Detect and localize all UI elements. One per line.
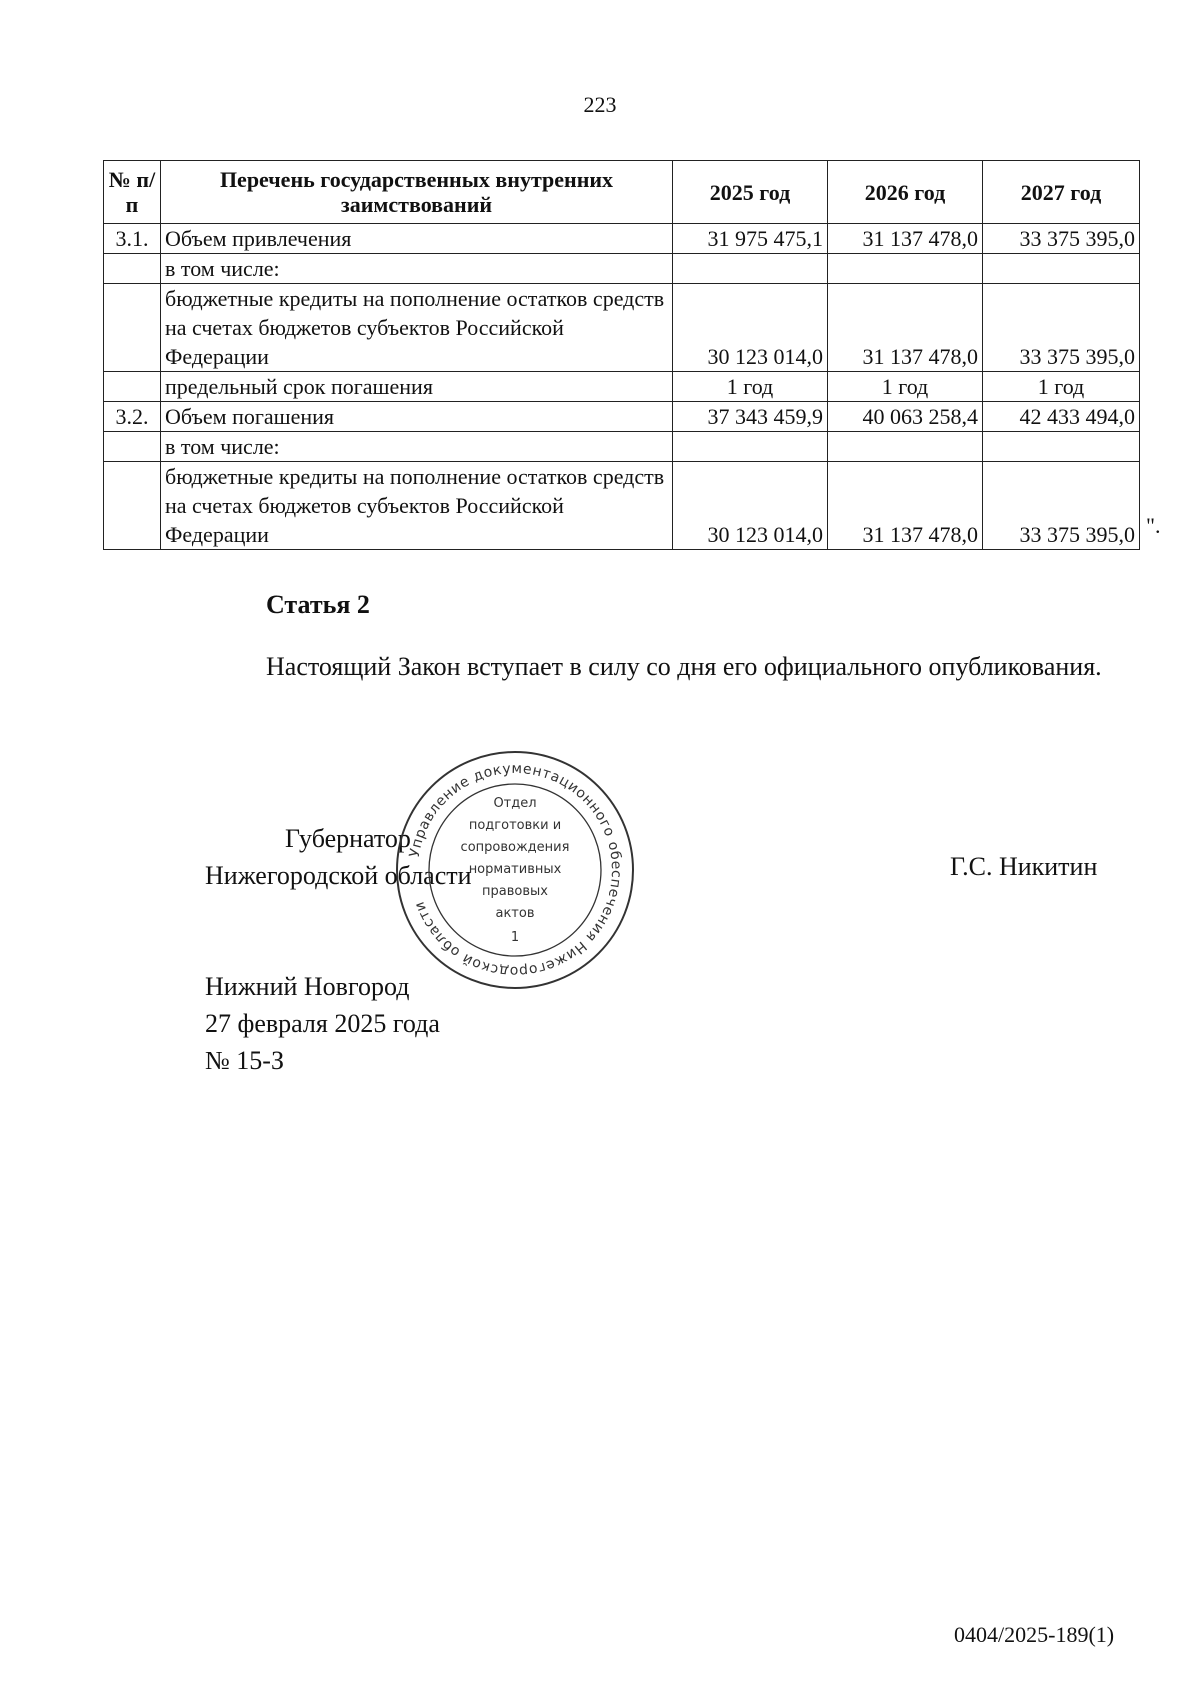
row-value-2027: 33 375 395,0	[983, 284, 1140, 372]
row-value-2025: 1 год	[673, 372, 828, 402]
article-text: Настоящий Закон вступает в силу со дня его официального опубликования.	[266, 652, 1102, 681]
row-value-2025	[673, 432, 828, 462]
header-num: № п/п	[104, 161, 161, 224]
row-value-2025: 31 975 475,1	[673, 224, 828, 254]
row-num	[104, 462, 161, 550]
row-value-2027: 1 год	[983, 372, 1140, 402]
document-code: 0404/2025-189(1)	[954, 1622, 1115, 1647]
row-value-2027: 33 375 395,0	[983, 224, 1140, 254]
signatory-name: Г.С. Никитин	[950, 852, 1098, 881]
table-row	[104, 432, 1140, 462]
official-stamp	[390, 745, 640, 995]
row-num: 3.2.	[104, 402, 161, 432]
borrowings-table	[103, 160, 1140, 550]
row-value-2026: 31 137 478,0	[828, 462, 983, 550]
row-num	[104, 432, 161, 462]
stamp-line: подготовки и	[468, 818, 562, 833]
row-value-2026: 1 год	[828, 372, 983, 402]
table-row	[104, 462, 1140, 550]
header-2027: 2027 год	[983, 161, 1140, 224]
row-num	[104, 284, 161, 372]
date: 27 февраля 2025 года	[205, 1009, 440, 1038]
stamp-line: актов	[495, 906, 535, 921]
row-value-2027	[983, 254, 1140, 284]
header-name: Перечень государственных внутренних заимствований	[161, 161, 673, 224]
row-value-2026	[828, 432, 983, 462]
row-name: в том числе:	[161, 254, 673, 284]
row-value-2027	[983, 432, 1140, 462]
stamp-line: нормативных	[468, 862, 562, 877]
row-value-2026: 31 137 478,0	[828, 284, 983, 372]
closing-quote: ".	[1146, 513, 1161, 538]
row-num	[104, 372, 161, 402]
header-2025: 2025 год	[673, 161, 828, 224]
row-name: в том числе:	[161, 432, 673, 462]
row-value-2026	[828, 254, 983, 284]
row-value-2027: 42 433 494,0	[983, 402, 1140, 432]
table-row	[104, 224, 1140, 254]
row-value-2025: 30 123 014,0	[673, 284, 828, 372]
signatory-title-line1: Губернатор	[285, 824, 411, 853]
header-2026: 2026 год	[828, 161, 983, 224]
table-row	[104, 372, 1140, 402]
table-header-row	[104, 161, 1140, 224]
table-row	[104, 402, 1140, 432]
row-name: Объем привлечения	[161, 224, 673, 254]
stamp-number: 1	[510, 930, 520, 945]
place-date-block	[205, 968, 440, 1079]
law-number: № 15-З	[205, 1046, 284, 1075]
article-heading: Статья 2	[266, 590, 370, 619]
row-name: бюджетные кредиты на пополнение остатков средств на счетах бюджетов субъектов Российской Федерации	[161, 284, 673, 372]
row-value-2025: 30 123 014,0	[673, 462, 828, 550]
row-value-2027: 33 375 395,0	[983, 462, 1140, 550]
row-name: Объем погашения	[161, 402, 673, 432]
row-num	[104, 254, 161, 284]
stamp-line: правовых	[482, 884, 548, 899]
signatory-title-line2: Нижегородской области	[205, 861, 472, 890]
row-value-2026: 31 137 478,0	[828, 224, 983, 254]
row-value-2025	[673, 254, 828, 284]
page-number: 223	[583, 92, 617, 117]
row-name: бюджетные кредиты на пополнение остатков средств на счетах бюджетов субъектов Российской Федерации	[161, 462, 673, 550]
row-num: 3.1.	[104, 224, 161, 254]
stamp-line: сопровождения	[460, 840, 570, 855]
row-value-2026: 40 063 258,4	[828, 402, 983, 432]
stamp-line: Отдел	[493, 796, 537, 811]
table-row	[104, 254, 1140, 284]
row-value-2025: 37 343 459,9	[673, 402, 828, 432]
table-row	[104, 284, 1140, 372]
row-name: предельный срок погашения	[161, 372, 673, 402]
city: Нижний Новгород	[205, 972, 410, 1001]
stamp-ring-text: Управление документационного обеспечения Нижегородской области	[406, 760, 625, 980]
